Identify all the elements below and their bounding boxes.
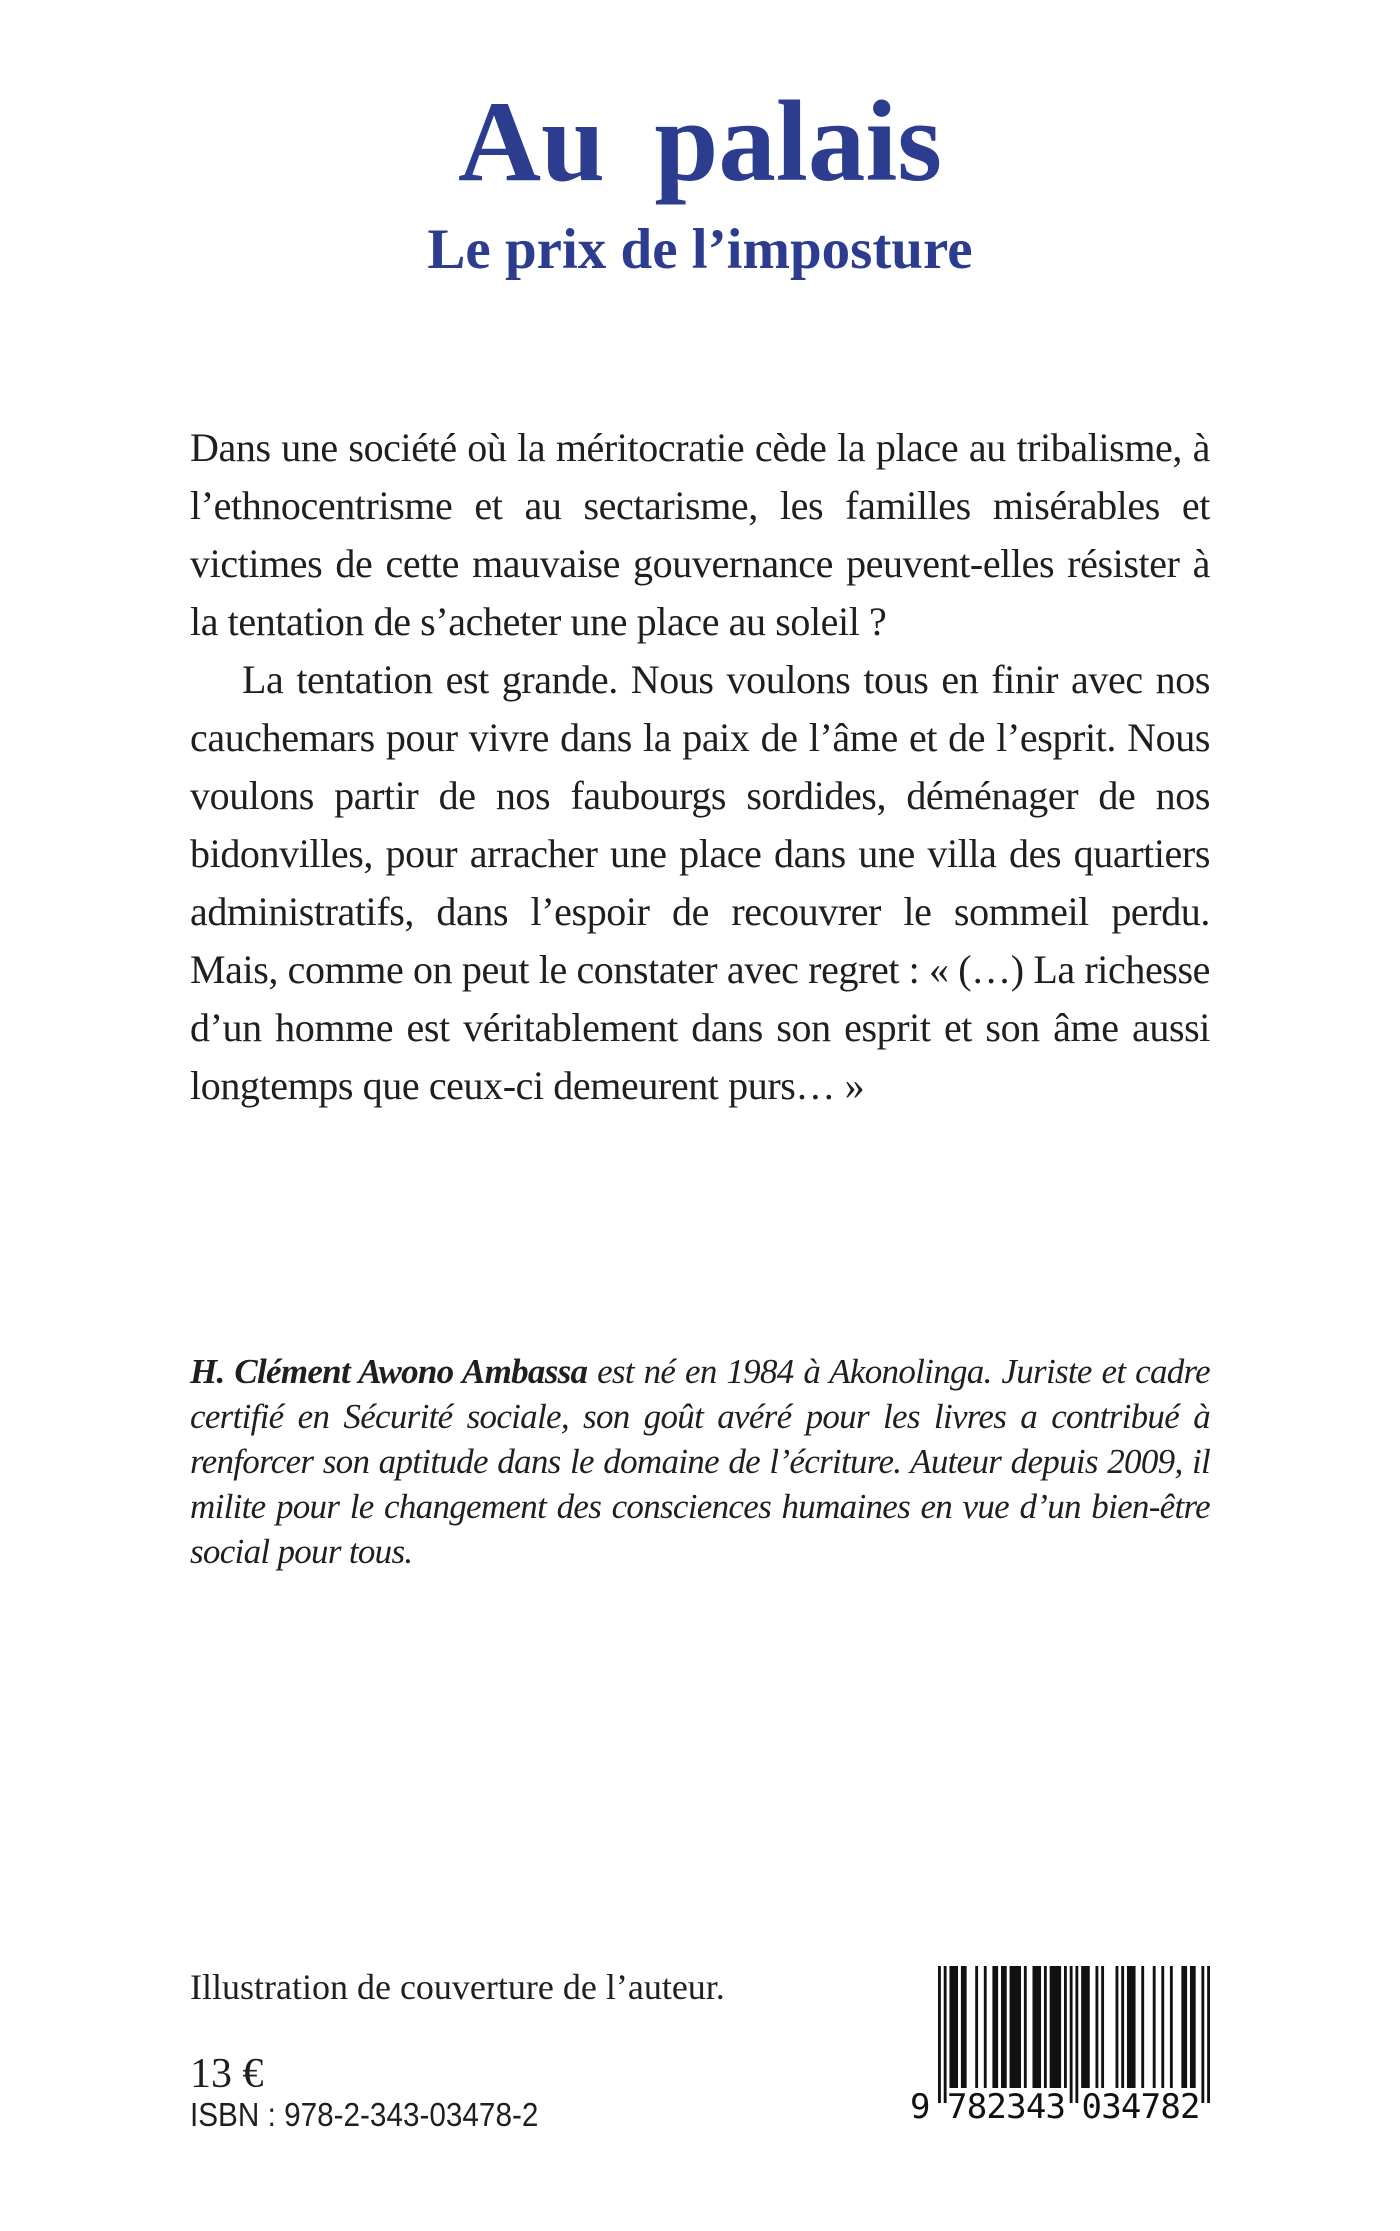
barcode-digit-first: 9 — [910, 2087, 931, 2127]
illustration-credit: Illustration de couverture de l’auteur. — [190, 1967, 725, 2007]
book-title: Au palais — [457, 78, 943, 205]
author-bio-text: est né en 1984 à Akonolinga. Juriste et cadre certifié en Sécurité sociale, son goût avéré pour les livres a contribué à renforcer son aptitude dans le domaine de l’écriture. Auteur depuis 2009, il milite pour le changement des consciences humaines en vue d’un bien-être social pour tous. — [190, 1352, 1211, 1571]
barcode — [908, 1966, 1210, 2131]
isbn-label: ISBN : 978-2-343-03478-2 — [190, 2096, 539, 2133]
synopsis — [190, 419, 1210, 1115]
barcode-digits-right: 034782 — [1081, 2087, 1201, 2127]
author-name: H. Clément Awono Ambassa — [190, 1352, 588, 1391]
author-bio — [190, 1349, 1210, 1574]
book-subtitle: Le prix de l’imposture — [427, 218, 973, 281]
synopsis-paragraph-2: La tentation est grande. Nous voulons tous en finir avec nos cauchemars pour vivre dans la paix de l’âme et de l’esprit. Nous voulons partir de nos faubourgs sordides, déménager de nos bidonvilles, pour arracher une place dans une villa des quartiers administratifs, dans l’espoir de recouvrer le sommeil perdu. Mais, comme on peut le constater avec regret : « (…) La richesse d’un homme est véritablement dans son esprit et son âme aussi longtemps que ceux-ci demeurent purs… » — [190, 657, 1210, 1108]
synopsis-paragraph-1: Dans une société où la méritocratie cède la place au tribalisme, à l’ethnocentrisme et au sectarisme, les familles misérables et victimes de cette mauvaise gouvernance peuvent-elles résister à la tentation de s’acheter une place au soleil ? — [190, 425, 1210, 644]
barcode-digits-left: 782343 — [947, 2087, 1066, 2127]
barcode-bars — [938, 1966, 1210, 2103]
price-label: 13 € — [190, 2051, 264, 2097]
